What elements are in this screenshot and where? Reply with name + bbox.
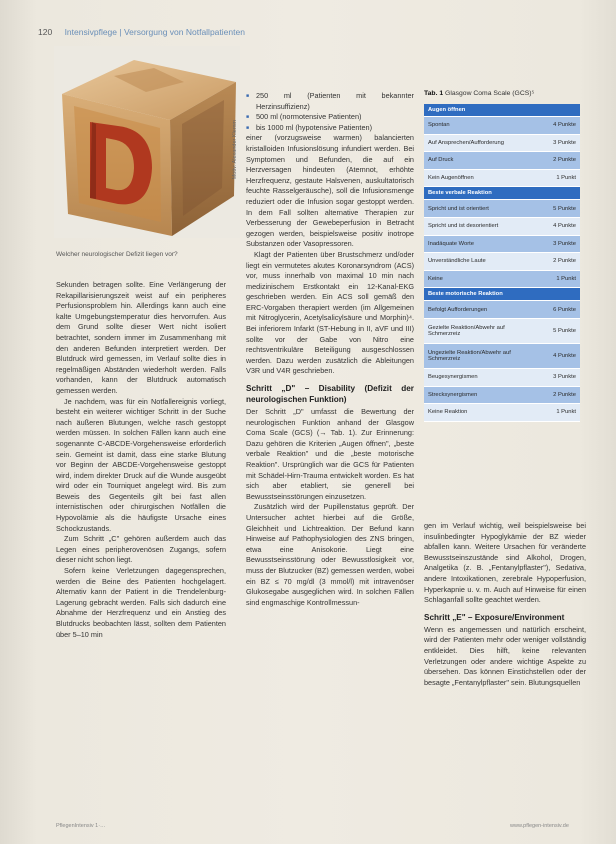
section-heading-disability: Schritt „D" – Disability (Defizit der neurologischen Funktion) [246, 384, 414, 405]
infusion-volume-list [246, 91, 414, 133]
points-cell: 3 Punkte [528, 368, 580, 386]
criterion-cell: Keine [424, 270, 528, 288]
table-row [424, 235, 580, 253]
paragraph: Klagt der Patienten über Brustschmerz und/oder liegt ein vermutetes akutes Koronarsyndrom (ACS) vor, muss innerhalb von maximal 10 min nach medizinischem Erstkontakt ein 12-Kanal-EKG geschrieben werden. Ein ACS soll gemäß den ERC-Vorgaben therapiert werden (im Allgemeinen mit Nitroglycerin, Acetylsalicylsäure und Morphin)⁴. Bei inferiorem Infarkt (ST-Hebung in II, aVF und III) sollte vor der Gabe von Nitro eine rechtsventrikuläre Beteiligung ausgeschlossen werden. Dazu werden zusätzlich die Ableitungen V3R und V4R geschrieben. [246, 249, 414, 376]
figure-caption: Welcher neurologischer Defizit liegen vor? [56, 251, 178, 258]
section-title: Beste verbale Reaktion [424, 187, 580, 200]
criterion-cell: Befolgt Aufforderungen [424, 301, 528, 319]
table-row [424, 270, 580, 288]
paragraph: Wenn es angemessen und natürlich erscheint, wird der Patienten mehr oder weniger vollständig entkleidet. Dies hilft, keine relevanten Verletzungen oder andere wichtige Aspekte zu übersehen. Das können Einstichstellen oder der besagte „Fentanylpflaster" sein. Blutungsquellen [424, 624, 586, 687]
points-cell: 4 Punkte [528, 117, 580, 135]
criterion-cell: Ungezielte Reaktion/Abwehr auf Schmerzreiz [424, 343, 528, 368]
table-row [424, 318, 580, 343]
paragraph: Je nachdem, was für ein Notfallereignis vorliegt, besteht ein weiterer wichtiger Schritt in der Suche nach äußeren Blutungen, welche rasch gestoppt werden müssen. In solchen Fällen kann auch eine sogenannte C-ABCDE-Vorgehensweise erforderlich sein. Gemeint ist damit, dass eine starke Blutung vor Beginn der ABCDE-Vorgehensweise gestoppt wird, indem direkter Druck auf die Wunde ausgeübt wird oder ein Tourniquet angelegt wird. Bis zum Beweis des Gegenteils gilt bei fast allen internistischen oder chirurgischen Notfällen die Hypovolämie als die häufigste Ursache eines Schockzustands. [56, 396, 226, 533]
table-label: Tab. 1 [424, 90, 444, 97]
table-section-header [424, 104, 580, 117]
points-cell: 3 Punkte [528, 134, 580, 152]
table-title: Glasgow Coma Scale (GCS)⁵ [445, 90, 535, 97]
points-cell: 5 Punkte [528, 200, 580, 218]
criterion-cell: Gezielte Reaktion/Abwehr auf Schmerzreiz [424, 318, 528, 343]
criterion-cell: Spricht und ist desorientiert [424, 217, 528, 235]
criterion-cell: Spontan [424, 117, 528, 135]
running-header [38, 27, 245, 37]
criterion-cell: Unverständliche Laute [424, 253, 528, 271]
photo-credit: Motiv: Alexander Klemm [232, 120, 238, 180]
paragraph: Der Schritt „D" umfasst die Bewertung der neurologischen Funktion anhand der Glasgow Coma Scale (GCS) (→ Tab. 1). Zur Erinnerung: Dazu gehören die Kriterien „Augen öffnen", „beste verbale Reaktion" und die „beste motorische Reaktion". Ursprünglich war die GCS für Patienten mit Schädel-Hirn-Trauma entwickelt worden. Es hat sich aber etabliert, sie generell bei Bewusstseinsstörungen einzusetzen. [246, 407, 414, 501]
text-column-1 [56, 280, 226, 640]
page-number: 120 [38, 27, 53, 37]
table-row [424, 343, 580, 368]
paragraph: gen im Verlauf wichtig, weil beispielsweise bei insulinbedingter Hypoglykämie der BZ wieder abfallen kann. Weitere Ursachen für veränderte Bewusstseinszustände sind Alkohol, Drogen, Analgetika (z. B. „Fentanylpflaster"), Sedativa, andere Intoxikationen, zerebrale Hypoperfusion, Hyperkapnie u. v. m. Auch auf Hinweise für einen Schlaganfall sollte geachtet werden. [424, 521, 586, 605]
points-cell: 6 Punkte [528, 301, 580, 319]
criterion-cell: Strecksynergismen [424, 386, 528, 404]
table-row [424, 253, 580, 271]
criterion-cell: Keine Reaktion [424, 404, 528, 422]
criterion-cell: Kein Augenöffnen [424, 169, 528, 187]
photo-letter-block [54, 46, 240, 238]
paragraph: Sofern keine Verletzungen dagegensprechen, werden die Beine des Patienten hochgelagert. Alternativ kann der Patient in die Trendelenburg-Lagerung gebracht werden. Falls sich dadurch eine Abnahme der Herzfrequenz und ein Anstieg des Blutdrucks beobachten lässt, sollten dem Patienten über 5–10 min [56, 566, 226, 639]
table-row [424, 169, 580, 187]
points-cell: 5 Punkte [528, 318, 580, 343]
table-row [424, 368, 580, 386]
points-cell: 4 Punkte [528, 343, 580, 368]
criterion-cell: Auf Ansprechen/Aufforderung [424, 134, 528, 152]
section-title: Augen öffnen [424, 104, 580, 117]
points-cell: 3 Punkte [528, 235, 580, 253]
table-row [424, 200, 580, 218]
points-cell: 2 Punkte [528, 152, 580, 170]
paragraph: Zusätzlich wird der Pupillenstatus geprüft. Der Untersucher achtet hierbei auf die Größe, Gleichheit und Lichtreaktion. Der Befund kann Hinweise auf Pathophysiologien des ZNS bringen, etwa eine Anisokorie. Liegt eine Bewusstseinsstörung oder Bewusstlosigkeit vor, muss der Blutzucker (BZ) gemessen werden, wobei ein BZ ≤ 70 mg/dl (3 mmol/l) mit intravenöser Glukosegabe ausgeglichen wird. In solchen Fällen sind engmaschige Kontrollmessun- [246, 502, 414, 607]
paragraph: einer (vorzugsweise warmen) balancierten kristalloiden Infusionslösung infundiert werden. Bei Symptomen und Befunden, die auf ein Herzversagen hindeuten (Atemnot, erhöhte Herzfrequenz, gestaute Halsvenen, auskultatorisch feuchte Rasselgeräusche), soll die Infusionsmenge reduziert oder die Infusion sogar gestoppt werden. In dem Fall sollten alternative Therapien zur Verbesserung der Gewebeperfusion in Betracht gezogen werden, beispielsweise positiv inotrope Substanzen oder Vasopressoren. [246, 133, 414, 249]
table-row [424, 404, 580, 422]
points-cell: 4 Punkte [528, 217, 580, 235]
footer-left: PflegenIntensiv 1·… [56, 823, 106, 829]
points-cell: 1 Punkt [528, 404, 580, 422]
text-column-2 [246, 91, 414, 608]
table-row [424, 134, 580, 152]
paragraph: Sekunden betragen sollte. Eine Verlängerung der Rekapillarisierungszeit weist auf ein peripheres Perfusionsproblem hin. Allerdings kann auch eine kalte Umgebungstemperatur dies hervorrufen. Aus dem Grund sollte dieser Wert nicht isoliert betrachtet, sondern immer im Zusammenhang mit den anderen Befunden interpretiert werden. Der Blutdruck wird gemessen, im Verlauf sollte dies in regelmäßigen Abständen wiederholt werden. Falls vorhanden, kann der Blutdruck automatisch gemessen werden. [56, 280, 226, 395]
table-row [424, 152, 580, 170]
criterion-cell: Auf Druck [424, 152, 528, 170]
header-title: Intensivpflege | Versorgung von Notfallpatienten [64, 27, 245, 37]
points-cell: 1 Punkt [528, 169, 580, 187]
points-cell: 1 Punkt [528, 270, 580, 288]
table-section-header [424, 288, 580, 301]
footer-right: www.pflegen-intensiv.de [510, 823, 569, 829]
table-row [424, 217, 580, 235]
wooden-block-illustration [54, 46, 240, 238]
text-column-3 [424, 521, 586, 688]
section-heading-exposure: Schritt „E" – Exposure/Environment [424, 612, 565, 622]
table-row [424, 301, 580, 319]
table-row [424, 117, 580, 135]
table-section-header [424, 187, 580, 200]
points-cell: 2 Punkte [528, 253, 580, 271]
paragraph: Zum Schritt „C" gehören außerdem auch das Legen eines peripherovenösen Zugangs, sofern dieser nicht schon liegt. [56, 534, 226, 565]
list-item: ■ 500 ml (normotensive Patienten) [246, 112, 414, 123]
table-caption [424, 90, 534, 97]
list-item: ■ bis 1000 ml (hypotensive Patienten) [246, 123, 414, 134]
criterion-cell: Beugesynergismen [424, 368, 528, 386]
criterion-cell: Spricht und ist orientiert [424, 200, 528, 218]
points-cell: 2 Punkte [528, 386, 580, 404]
glasgow-coma-scale-table [424, 104, 580, 422]
list-item: ■ 250 ml (Patienten mit bekannter Herzinsuffizienz) [246, 91, 414, 112]
section-title: Beste motorische Reaktion [424, 288, 580, 301]
criterion-cell: Inadäquate Worte [424, 235, 528, 253]
table-row [424, 386, 580, 404]
